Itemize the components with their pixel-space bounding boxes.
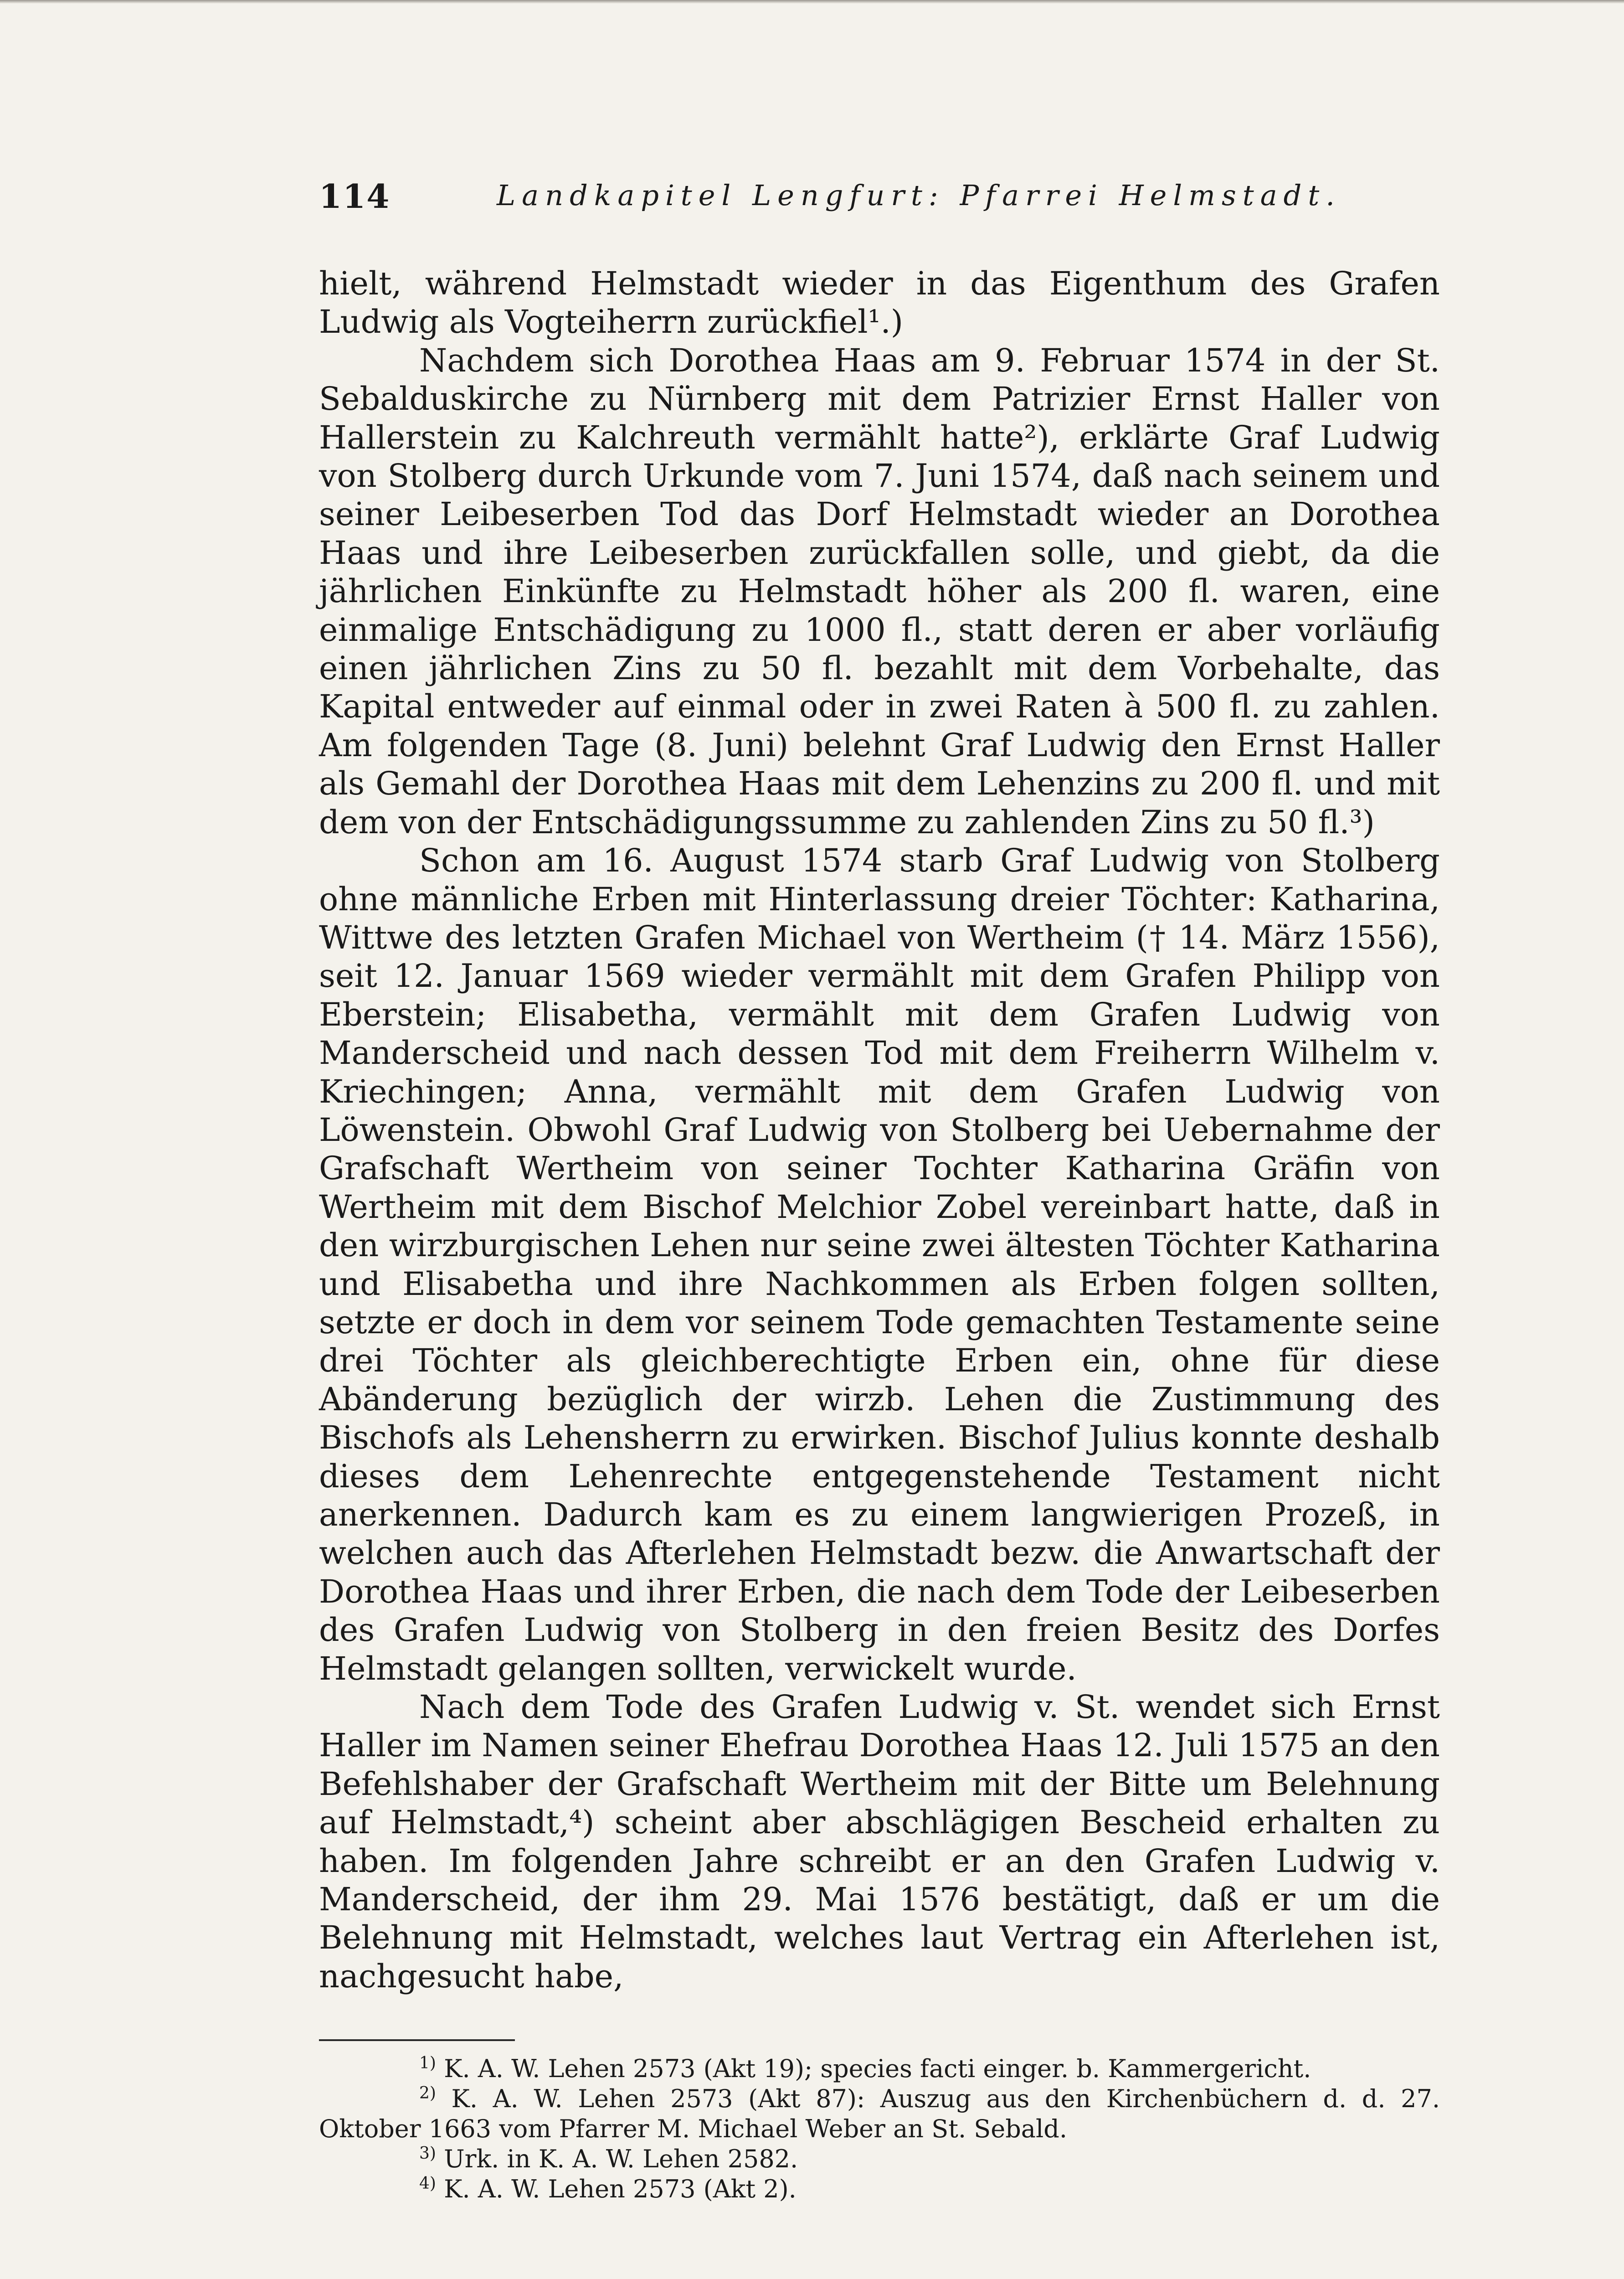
footnote-marker: 4) (419, 2174, 436, 2193)
paragraph-2: Nachdem sich Dorothea Haas am 9. Februar 1574 in der St. Sebalduskirche zu Nürnberg mit dem Patrizier Ernst Haller von Hallerstein zu Kalchreuth vermählt hatte²), erklärte Graf Ludwig von Stolberg durch Urkunde vom 7. Juni 1574, daß nach seinem und seiner Leibeserben Tod das Dorf Helmstadt wieder an Dorothea Haas und ihre Leibeserben zurückfallen solle, und giebt, da die jährlichen Einkünfte zu Helmstadt höher als 200 fl. waren, eine einmalige Entschädigung zu 1000 fl., statt deren er aber vorläufig einen jährlichen Zins zu 50 fl. bezahlt mit dem Vorbehalte, das Kapital entweder auf einmal oder in zwei Raten à 500 fl. zu zahlen. Am folgenden Tage (8. Juni) belehnt Graf Ludwig den Ernst Haller als Gemahl der Dorothea Haas mit dem Lehenzins zu 200 fl. und mit dem von der Entschädigungssumme zu zahlenden Zins zu 50 fl.³) (319, 341, 1440, 841)
footnotes (319, 2054, 1440, 2204)
footnote-4 (319, 2174, 1440, 2204)
running-head: Landkapitel Lengfurt: Pfarrei Helmstadt. (497, 179, 1341, 212)
page-header (319, 177, 1440, 227)
footnote-marker: 1) (419, 2054, 436, 2073)
footnote-2 (319, 2084, 1440, 2144)
footnote-text: K. A. W. Lehen 2573 (Akt 87): Auszug aus den Kirchenbüchern d. d. 27. Oktober 1663 vom Pfarrer M. Michael Weber an St. Sebald. (319, 2084, 1440, 2143)
footnote-3 (319, 2144, 1440, 2174)
page-number: 114 (319, 177, 391, 216)
paragraph-3: Schon am 16. August 1574 starb Graf Ludwig von Stolberg ohne männliche Erben mit Hinterlassung dreier Töchter: Katharina, Wittwe des letzten Grafen Michael von Wertheim († 14. März 1556), seit 12. Januar 1569 wieder vermählt mit dem Grafen Philipp von Eberstein; Elisabetha, vermählt mit dem Grafen Ludwig von Manderscheid und nach dessen Tod mit dem Freiherrn Wilhelm v. Kriechingen; Anna, vermählt mit dem Grafen Ludwig von Löwenstein. Obwohl Graf Ludwig von Stolberg bei Uebernahme der Grafschaft Wertheim von seiner Tochter Katharina Gräfin von Wertheim mit dem Bischof Melchior Zobel vereinbart hatte, daß in den wirzburgischen Lehen nur seine zwei ältesten Töchter Katharina und Elisabetha und ihre Nachkommen als Erben folgen sollten, setzte er doch in dem vor seinem Tode gemachten Testamente seine drei Töchter als gleichberechtigte Erben ein, ohne für diese Abänderung bezüglich der wirzb. Lehen die Zustimmung des Bischofs als Lehensherrn zu erwirken. Bischof Julius konnte deshalb dieses dem Lehenrechte entgegenstehende Testament nicht anerkennen. Dadurch kam es zu einem langwierigen Prozeß, in welchen auch das Afterlehen Helmstadt bezw. die Anwartschaft der Dorothea Haas und ihrer Erben, die nach dem Tode der Leibeserben des Grafen Ludwig von Stolberg in den freien Besitz des Dorfes Helmstadt gelangen sollten, verwickelt wurde. (319, 842, 1440, 1687)
paragraph-1: hielt, während Helmstadt wieder in das Eigenthum des Grafen Ludwig als Vogteiherrn zurückfiel¹.) (319, 265, 1440, 341)
scan-edge (0, 0, 1624, 4)
footnote-rule (319, 2039, 515, 2041)
footnote-text: K. A. W. Lehen 2573 (Akt 2). (444, 2175, 797, 2203)
footnote-marker: 2) (419, 2084, 436, 2103)
footnote-text: Urk. in K. A. W. Lehen 2582. (444, 2145, 798, 2173)
body-text (319, 264, 1440, 1995)
footnote-text: K. A. W. Lehen 2573 (Akt 19); species facti einger. b. Kammergericht. (444, 2054, 1311, 2083)
paragraph-4: Nach dem Tode des Grafen Ludwig v. St. wendet sich Ernst Haller im Namen seiner Ehefrau Dorothea Haas 12. Juli 1575 an den Befehlshaber der Grafschaft Wertheim mit der Bitte um Belehnung auf Helmstadt,⁴) scheint aber abschlägigen Bescheid erhalten zu haben. Im folgenden Jahre schreibt er an den Grafen Ludwig v. Manderscheid, der ihm 29. Mai 1576 bestätigt, daß er um die Belehnung mit Helmstadt, welches laut Vertrag ein Afterlehen ist, nachgesucht habe, (319, 1688, 1440, 1995)
footnote-marker: 3) (419, 2144, 436, 2163)
footnote-1 (319, 2054, 1440, 2084)
